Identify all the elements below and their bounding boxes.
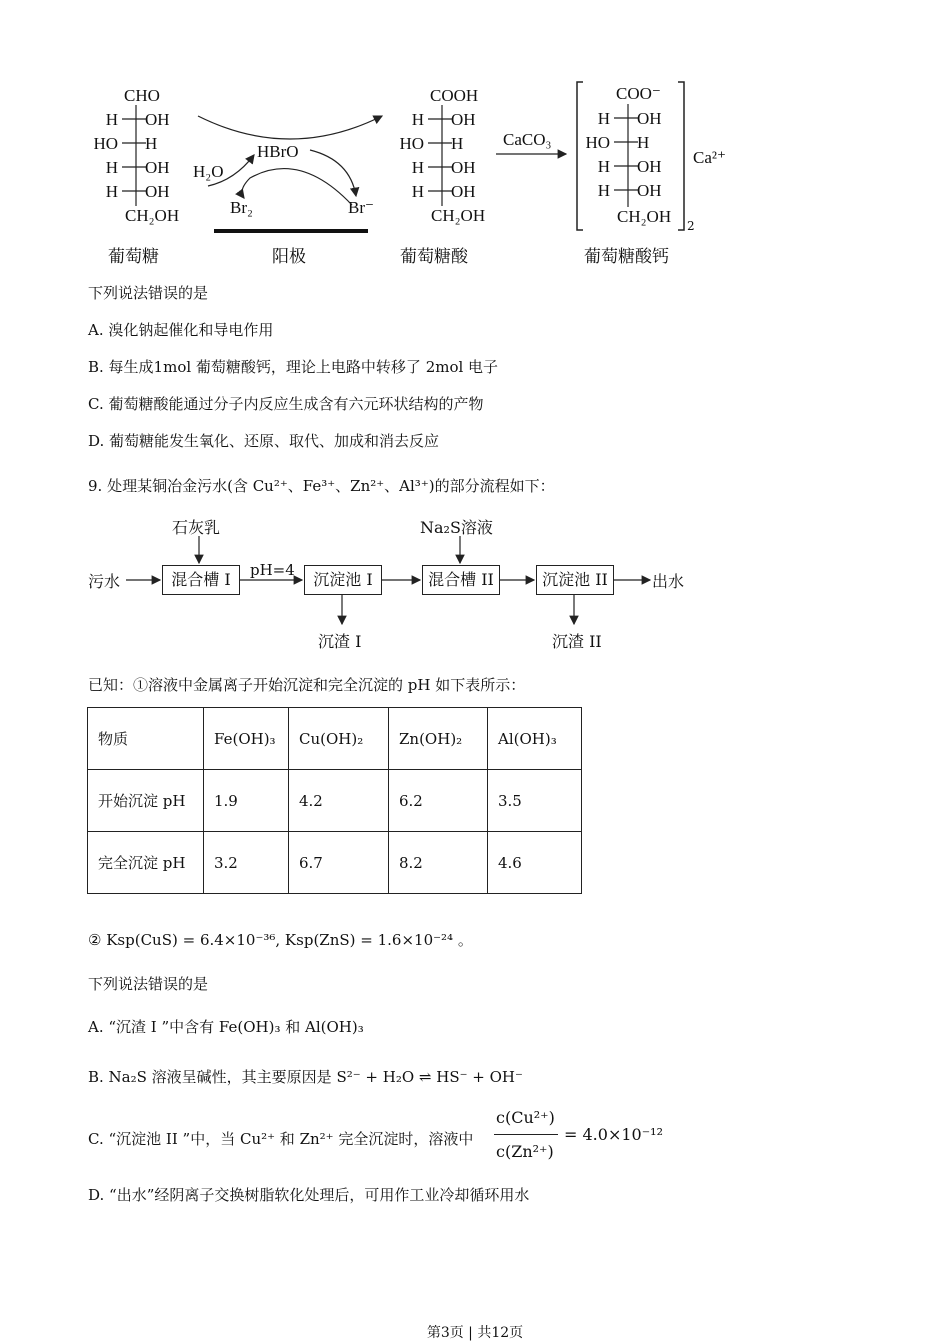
cagluconate-top: COO⁻ bbox=[616, 84, 661, 103]
table-header-cell: Zn(OH)₂ bbox=[389, 708, 488, 770]
glucose-bottom: CH₂OH bbox=[125, 206, 180, 225]
scheme-graphics bbox=[0, 0, 950, 270]
table-cell: 1.9 bbox=[204, 770, 289, 832]
q9-known-2: ② Ksp(CuS) = 6.4×10⁻³⁶, Ksp(ZnS) = 1.6×10⁻²⁴ 。 bbox=[88, 931, 473, 949]
flow-output: 出水 bbox=[652, 572, 685, 591]
table-header-cell: Al(OH)₃ bbox=[488, 708, 582, 770]
bracket-subscript: 2 bbox=[687, 219, 695, 233]
flow-residue-1: 沉渣 I bbox=[318, 632, 362, 651]
q9-known-1: 已知：①溶液中金属离子开始沉淀和完全沉淀的 pH 如下表所示： bbox=[88, 676, 526, 694]
hbro-label: HBrO bbox=[257, 142, 299, 161]
flow-input: 污水 bbox=[88, 572, 121, 591]
gluconic-right-3: OH bbox=[451, 158, 476, 177]
glucose-top: CHO bbox=[124, 86, 160, 105]
flow-arrows bbox=[0, 500, 950, 650]
cagluconate-left-1: H bbox=[597, 109, 610, 128]
table-cell: 3.5 bbox=[488, 770, 582, 832]
table-header-row bbox=[88, 708, 582, 770]
cagluconate-right-2: H bbox=[637, 133, 650, 152]
flow-box-mixing-1: 混合槽 I bbox=[162, 565, 240, 595]
anode-plate bbox=[214, 229, 368, 233]
glucose-left-3: H bbox=[105, 158, 118, 177]
table-cell: 4.2 bbox=[289, 770, 389, 832]
table-cell: 开始沉淀 pH bbox=[88, 770, 204, 832]
q9-stem: 9. 处理某铜冶金污水(含 Cu²⁺、Fe³⁺、Zn²⁺、Al³⁺)的部分流程如下： bbox=[88, 477, 555, 495]
table-cell: 6.2 bbox=[389, 770, 488, 832]
glucose-left-2: HO bbox=[93, 134, 118, 153]
cagluconate-bottom: CH₂OH bbox=[617, 207, 672, 226]
gluconic-right-2: H bbox=[451, 134, 464, 153]
q9-option-d: D. “出水”经阴离子交换树脂软化处理后，可用作工业冷却循环用水 bbox=[88, 1186, 530, 1204]
glucose-left-1: H bbox=[105, 110, 118, 129]
flow-box-settling-2: 沉淀池 II bbox=[536, 565, 614, 595]
q9-option-b: B. Na₂S 溶液呈碱性，其主要原因是 S²⁻ + H₂O ⇌ HS⁻ + OH⁻ bbox=[88, 1068, 523, 1086]
table-row bbox=[88, 770, 582, 832]
calcium-cation: Ca²⁺ bbox=[693, 148, 726, 167]
fraction-result: = 4.0×10⁻¹² bbox=[564, 1125, 663, 1144]
gluconic-right-1: OH bbox=[451, 110, 476, 129]
table-header-cell: Cu(OH)₂ bbox=[289, 708, 389, 770]
br2-label: Br₂ bbox=[230, 198, 253, 217]
table-cell: 8.2 bbox=[389, 832, 488, 894]
glucose-left-4: H bbox=[105, 182, 118, 201]
flow-ph-label: pH=4 bbox=[250, 561, 295, 579]
q9-option-a: A. “沉渣 I ”中含有 Fe(OH)₃ 和 Al(OH)₃ bbox=[88, 1018, 364, 1036]
flow-box-mixing-2: 混合槽 II bbox=[422, 565, 500, 595]
cagluconate-left-3: H bbox=[597, 157, 610, 176]
flow-reagent-2: Na₂S溶液 bbox=[420, 518, 493, 537]
caco3-label: CaCO₃ bbox=[503, 130, 552, 149]
cagluconate-right-4: OH bbox=[637, 181, 662, 200]
gluconic-left-1: H bbox=[411, 110, 424, 129]
fraction-bar bbox=[494, 1134, 558, 1135]
glucose-right-4: OH bbox=[145, 182, 170, 201]
oxidation-arrow bbox=[198, 116, 382, 139]
gluconic-right-4: OH bbox=[451, 182, 476, 201]
q8-option-d: D. 葡萄糖能发生氧化、还原、取代、加成和消去反应 bbox=[88, 432, 440, 450]
table-cell: 3.2 bbox=[204, 832, 289, 894]
flow-reagent-1: 石灰乳 bbox=[172, 518, 221, 537]
br-to-br2-arrow bbox=[242, 169, 352, 205]
flow-residue-2: 沉渣 II bbox=[552, 632, 602, 651]
q9-stem-2: 下列说法错误的是 bbox=[88, 975, 209, 993]
left-bracket bbox=[577, 82, 583, 230]
table-cell: 4.6 bbox=[488, 832, 582, 894]
q8-option-a: A. 溴化钠起催化和导电作用 bbox=[88, 321, 274, 339]
cagluconate-right-1: OH bbox=[637, 109, 662, 128]
glucose-right-2: H bbox=[145, 134, 158, 153]
hbro-to-br-arrow bbox=[310, 150, 356, 196]
fraction-denominator: c(Zn²⁺) bbox=[496, 1142, 554, 1161]
cagluconate-right-3: OH bbox=[637, 157, 662, 176]
gluconic-left-4: H bbox=[411, 182, 424, 201]
glucose-caption: 葡萄糖 bbox=[108, 247, 159, 267]
table-cell: 完全沉淀 pH bbox=[88, 832, 204, 894]
glucose-right-1: OH bbox=[145, 110, 170, 129]
gluconic-top: COOH bbox=[430, 86, 479, 105]
table-header-cell: Fe(OH)₃ bbox=[204, 708, 289, 770]
cagluconate-left-2: HO bbox=[585, 133, 610, 152]
table-cell: 6.7 bbox=[289, 832, 389, 894]
ph-table bbox=[87, 707, 582, 894]
gluconic-bottom: CH₂OH bbox=[431, 206, 486, 225]
right-bracket bbox=[678, 82, 684, 230]
cagluconate-caption: 葡萄糖酸钙 bbox=[584, 247, 669, 267]
table-row bbox=[88, 832, 582, 894]
q9-option-c: C. “沉淀池 II ”中，当 Cu²⁺ 和 Zn²⁺ 完全沉淀时，溶液中 bbox=[88, 1130, 474, 1148]
h2o-label: H₂O bbox=[193, 162, 224, 181]
glucose-right-3: OH bbox=[145, 158, 170, 177]
q8-option-b: B. 每生成1mol 葡萄糖酸钙，理论上电路中转移了 2mol 电子 bbox=[88, 358, 499, 376]
q8-stem: 下列说法错误的是 bbox=[88, 284, 209, 302]
gluconic-left-3: H bbox=[411, 158, 424, 177]
cagluconate-left-4: H bbox=[597, 181, 610, 200]
q8-option-c: C. 葡萄糖酸能通过分子内反应生成含有六元环状结构的产物 bbox=[88, 395, 484, 413]
gluconic-caption: 葡萄糖酸 bbox=[400, 247, 468, 267]
anode-caption: 阳极 bbox=[272, 247, 306, 267]
flow-box-settling-1: 沉淀池 I bbox=[304, 565, 382, 595]
fraction-numerator: c(Cu²⁺) bbox=[496, 1108, 555, 1127]
page-footer: 第3页 | 共12页 bbox=[426, 1325, 524, 1341]
brminus-label: Br⁻ bbox=[348, 198, 374, 217]
table-header-cell: 物质 bbox=[88, 708, 204, 770]
gluconic-left-2: HO bbox=[399, 134, 424, 153]
